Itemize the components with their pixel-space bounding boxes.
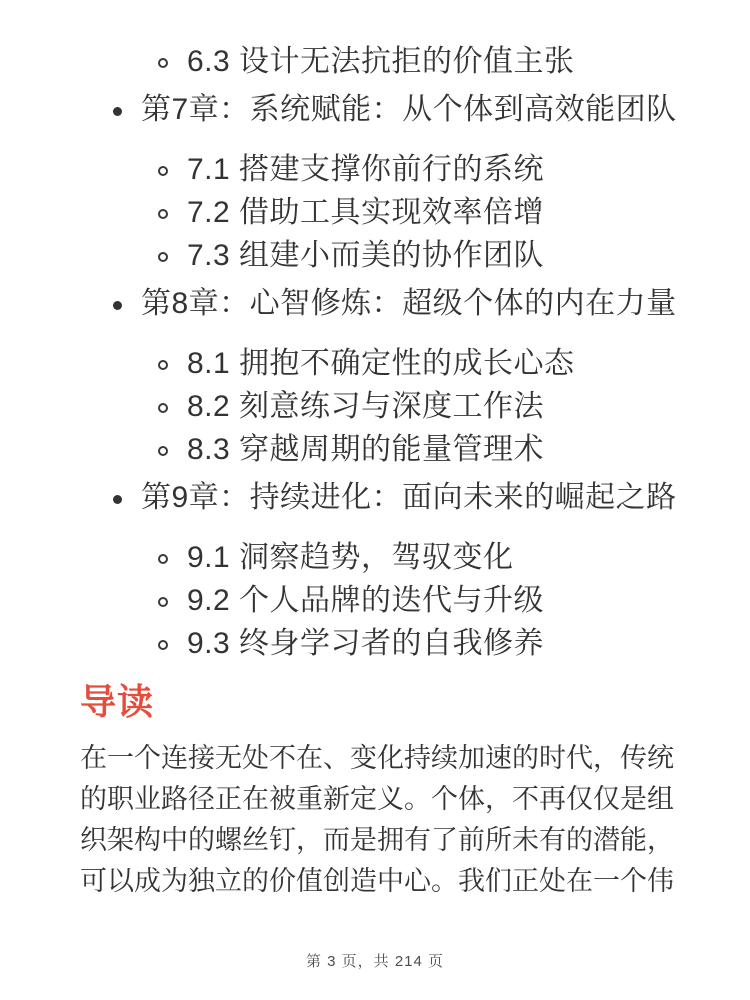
toc-item-chapter-9 bbox=[113, 482, 750, 514]
hollow-bullet-icon bbox=[158, 166, 168, 176]
toc-item-7-1 bbox=[158, 154, 750, 186]
toc-item-label: 9.2 个人品牌的迭代与升级 bbox=[187, 584, 545, 617]
hollow-bullet-icon bbox=[158, 554, 168, 564]
toc-item-label: 7.3 组建小而美的协作团队 bbox=[187, 239, 545, 272]
hollow-bullet-icon bbox=[158, 209, 168, 219]
toc-item-9-2 bbox=[158, 585, 750, 617]
toc-item-label: 第9章：持续进化：面向未来的崛起之路 bbox=[141, 481, 677, 514]
toc-item-9-1 bbox=[158, 542, 750, 574]
toc-item-label: 7.2 借助工具实现效率倍增 bbox=[187, 196, 545, 229]
page-number-indicator: 第 3 页，共 214 页 bbox=[305, 953, 445, 970]
hollow-bullet-icon bbox=[158, 640, 168, 650]
hollow-bullet-icon bbox=[158, 58, 168, 68]
toc-item-7-3 bbox=[158, 240, 750, 272]
toc-item-label: 8.1 拥抱不确定性的成长心态 bbox=[187, 347, 575, 380]
toc-item-6-3 bbox=[158, 46, 750, 78]
toc-item-label: 9.3 终身学习者的自我修养 bbox=[187, 627, 545, 660]
filled-bullet-icon bbox=[113, 107, 122, 116]
toc-item-8-1 bbox=[158, 348, 750, 380]
toc-item-label: 9.1 洞察趋势，驾驭变化 bbox=[187, 541, 514, 574]
toc-item-label: 8.3 穿越周期的能量管理术 bbox=[187, 433, 545, 466]
toc-item-label: 6.3 设计无法抗拒的价值主张 bbox=[187, 45, 575, 78]
toc-item-label: 8.2 刻意练习与深度工作法 bbox=[187, 390, 545, 423]
toc-item-label: 第8章：心智修炼：超级个体的内在力量 bbox=[141, 287, 677, 320]
hollow-bullet-icon bbox=[158, 446, 168, 456]
intro-paragraph: 在一个连接无处不在、变化持续加速的时代，传统的职业路径正在被重新定义。个体，不再仅仅是组织架构中的螺丝钉，而是拥有了前所未有的潜能，可以成为独立的价值创造中心。我们正处在一个伟 bbox=[80, 743, 674, 896]
toc-item-8-3 bbox=[158, 434, 750, 466]
toc-item-label: 7.1 搭建支撑你前行的系统 bbox=[187, 153, 545, 186]
toc-item-chapter-7 bbox=[113, 94, 750, 126]
toc-item-chapter-8 bbox=[113, 288, 750, 320]
toc-item-9-3 bbox=[158, 628, 750, 660]
filled-bullet-icon bbox=[113, 495, 122, 504]
hollow-bullet-icon bbox=[158, 597, 168, 607]
hollow-bullet-icon bbox=[158, 360, 168, 370]
hollow-bullet-icon bbox=[158, 403, 168, 413]
toc-item-label: 第7章：系统赋能：从个体到高效能团队 bbox=[141, 93, 677, 126]
filled-bullet-icon bbox=[113, 301, 122, 310]
toc-item-7-2 bbox=[158, 197, 750, 229]
section-heading-daodu: 导读 bbox=[80, 681, 155, 722]
toc-item-8-2 bbox=[158, 391, 750, 423]
hollow-bullet-icon bbox=[158, 252, 168, 262]
